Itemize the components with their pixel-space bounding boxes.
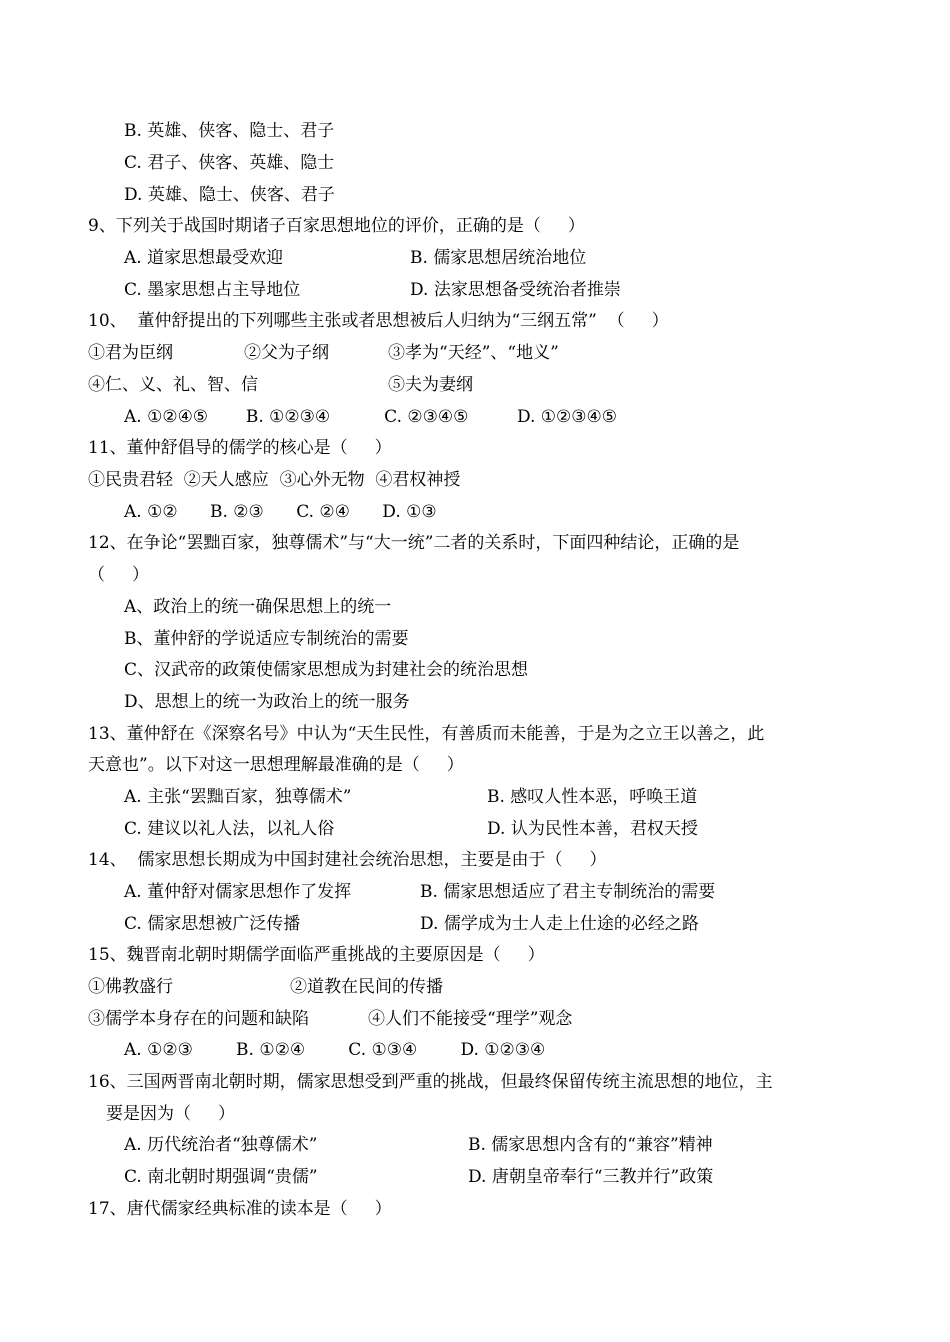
q12-option-a: A、政治上的统一确保思想上的统一 [124, 597, 392, 617]
q15-stem: 15、魏晋南北朝时期儒学面临严重挑战的主要原因是（ ） [88, 945, 545, 965]
q8-option-b: B. 英雄、侠客、隐士、君子 [124, 121, 335, 141]
q14-option-d: D. 儒学成为士人走上仕途的必经之路 [420, 914, 699, 934]
q12-option-d: D、思想上的统一为政治上的统一服务 [124, 692, 410, 712]
q13-option-d: D. 认为民性本善，君权天授 [487, 819, 698, 839]
q16-stem: 16、三国两晋南北朝时期，儒家思想受到严重的挑战，但最终保留传统主流思想的地位，主 [88, 1072, 773, 1092]
q9-stem: 9、下列关于战国时期诸子百家思想地位的评价，正确的是（ ） [88, 216, 585, 236]
q10-item-4: ④仁、义、礼、智、信 [88, 375, 258, 395]
q12-option-b: B、董仲舒的学说适应专制统治的需要 [124, 629, 409, 649]
q13-option-c: C. 建议以礼人法，以礼人俗 [124, 819, 335, 839]
q15-item-4: ④人们不能接受“理学”观念 [368, 1009, 573, 1029]
q16-stem-cont: 要是因为（ ） [106, 1104, 236, 1124]
q11-stem: 11、董仲舒倡导的儒学的核心是（ ） [88, 438, 392, 458]
q10-stem: 10、 董仲舒提出的下列哪些主张或者思想被后人归纳为“三纲五常” （ ） [88, 311, 669, 331]
q10-item-5: ⑤夫为妻纲 [388, 375, 473, 395]
q14-option-a: A. 董仲舒对儒家思想作了发挥 [124, 882, 352, 902]
q9-option-c: C. 墨家思想占主导地位 [124, 280, 301, 300]
q13-option-a: A. 主张“罢黜百家，独尊儒术” [124, 787, 352, 807]
q12-stem: 12、在争论“罢黜百家，独尊儒术”与“大一统”二者的关系时，下面四种结论，正确的是 [88, 533, 740, 553]
q8-option-c: C. 君子、侠客、英雄、隐士 [124, 153, 335, 173]
q14-stem: 14、 儒家思想长期成为中国封建社会统治思想，主要是由于（ ） [88, 850, 607, 870]
q12-option-c: C、汉武帝的政策使儒家思想成为封建社会的统治思想 [124, 660, 529, 680]
q16-option-a: A. 历代统治者“独尊儒术” [124, 1135, 318, 1155]
q9-option-a: A. 道家思想最受欢迎 [124, 248, 284, 268]
q15-item-1: ①佛教盛行 [88, 977, 173, 997]
q10-item-2: ②父为子纲 [244, 343, 329, 363]
q13-option-b: B. 感叹人性本恶，呼唤王道 [487, 787, 698, 807]
q11-options: A. ①② B. ②③ C. ②④ D. ①③ [124, 502, 437, 522]
q16-option-c: C. 南北朝时期强调“贵儒” [124, 1167, 318, 1187]
q17-stem: 17、唐代儒家经典标准的读本是（ ） [88, 1199, 392, 1219]
q14-option-b: B. 儒家思想适应了君主专制统治的需要 [420, 882, 716, 902]
q15-item-3: ③儒学本身存在的问题和缺陷 [88, 1009, 309, 1029]
q8-option-d: D. 英雄、隐士、侠客、君子 [124, 185, 335, 205]
q15-item-2: ②道教在民间的传播 [290, 977, 443, 997]
q16-option-b: B. 儒家思想内含有的“兼容”精神 [468, 1135, 713, 1155]
q12-stem-cont: （ ） [88, 565, 150, 585]
q16-option-d: D. 唐朝皇帝奉行“三教并行”政策 [468, 1167, 714, 1187]
q15-options: A. ①②③ B. ①②④ C. ①③④ D. ①②③④ [124, 1040, 546, 1060]
q9-option-d: D. 法家思想备受统治者推崇 [410, 280, 621, 300]
q10-item-1: ①君为臣纲 [88, 343, 173, 363]
q14-option-c: C. 儒家思想被广泛传播 [124, 914, 301, 934]
q9-option-b: B. 儒家思想居统治地位 [410, 248, 587, 268]
q13-stem-cont: 天意也”。以下对这一思想理解最准确的是（ ） [88, 755, 464, 775]
q11-items: ①民贵君轻 ②天人感应 ③心外无物 ④君权神授 [88, 470, 461, 490]
q10-item-3: ③孝为“天经”、“地义” [388, 343, 559, 363]
q10-options: A. ①②④⑤ B. ①②③④ C. ②③④⑤ D. ①②③④⑤ [124, 407, 618, 427]
q13-stem: 13、董仲舒在《深察名号》中认为“天生民性，有善质而未能善，于是为之立王以善之，此 [88, 724, 765, 744]
